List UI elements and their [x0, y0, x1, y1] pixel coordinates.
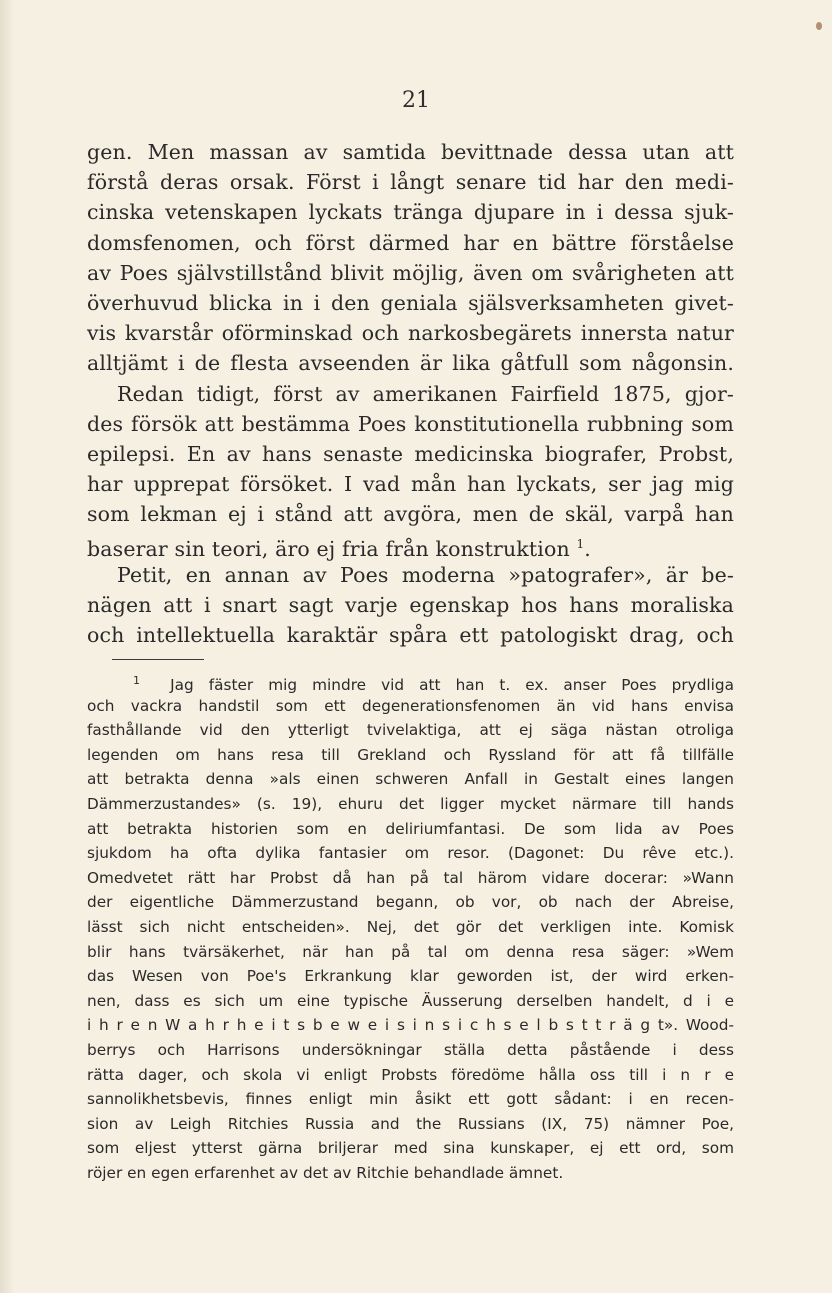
footnote-line: der eigentliche Dämmerzustand begann, ob vor, ob nach der Abreise, — [87, 893, 734, 912]
ink-spot — [816, 22, 822, 30]
footnote-line: i h r e n W a h r h e i t s b e w e i s i n s i c h s e l b s t t r ä g t». Wood- — [87, 1016, 734, 1035]
footnote-line: att betrakta denna »als einen schweren Anfall in Gestalt eines langen — [87, 770, 734, 789]
body-line: överhuvud blicka in i den geniala själsverksamheten givet- — [87, 290, 734, 315]
footnote-line: sion av Leigh Ritchies Russia and the Russians (IX, 75) nämner Poe, — [87, 1114, 734, 1133]
page-number: 21 — [402, 88, 430, 113]
footnote-reference[interactable]: 1 — [576, 537, 585, 552]
footnote-line: Omedvetet rätt har Probst då han på tal härom vidare docerar: »Wann — [87, 868, 734, 887]
footnote-line: sjukdom ha ofta dylika fantasier om resor. (Dagonet: Du rêve etc.). — [87, 844, 734, 863]
body-line: nägen att i snart sagt varje egenskap hos hans moraliska — [87, 592, 734, 617]
body-line: som lekman ej i stånd att avgöra, men de skäl, varpå han — [87, 502, 734, 527]
footnote-line: röjer en egen erfarenhet av det av Ritchie behandlade ämnet. — [87, 1163, 564, 1182]
body-line: gen. Men massan av samtida bevittnade dessa utan att — [87, 140, 734, 164]
body-line: domsfenomen, och först därmed har en bättre förståelse — [87, 230, 734, 255]
body-line: vis kvarstår oförminskad och narkosbegärets innersta natur — [87, 321, 734, 346]
body-line: och intellektuella karaktär spåra ett patologiskt drag, och — [87, 623, 734, 647]
body-line-with-footnote: baserar sin teori, äro ej fria från konstruktion $^1$. — [87, 537, 591, 562]
footnote-line: das Wesen von Poe's Erkrankung klar geworden ist, der wird erken- — [87, 967, 734, 986]
body-line: Petit, en annan av Poes moderna »patografer», är be- — [117, 562, 734, 587]
footnote-marker: 1 — [133, 674, 140, 687]
footnote-line: nen, dass es sich um eine typische Äusserung derselben handelt, d i e — [87, 991, 734, 1010]
footnote-line: blir hans tvärsäkerhet, när han på tal om denna resa säger: »Wem — [87, 942, 734, 961]
page-edge-shadow — [0, 0, 14, 1293]
body-line: alltjämt i de flesta avseenden är lika gåtfull som någonsin. — [87, 351, 734, 376]
footnote — [87, 669, 734, 1185]
body-line: har upprepat försöket. I vad mån han lyckats, ser jag mig — [87, 472, 734, 497]
footnote-line: lässt sich nicht entscheiden». Nej, det gör det verkligen inte. Komisk — [87, 917, 734, 936]
body-line: Redan tidigt, först av amerikanen Fairfield 1875, gjor- — [117, 381, 734, 406]
footnote-divider — [112, 659, 204, 660]
footnote-line: och vackra handstil som ett degenerationsfenomen än vid hans envisa — [87, 696, 734, 715]
footnote-line-first — [87, 669, 734, 694]
main-text — [87, 137, 734, 650]
body-line: förstå deras orsak. Först i långt senare tid har den medi- — [87, 170, 734, 195]
footnote-line: Dämmerzustandes» (s. 19), ehuru det ligger mycket närmare till hands — [87, 794, 734, 813]
body-line-text: baserar sin teori, äro ej fria från konstruktion — [87, 537, 570, 562]
body-line: cinska vetenskapen lyckats tränga djupare in i dessa sjuk- — [87, 200, 734, 225]
footnote-line: som eljest ytterst gärna briljerar med sina kunskaper, ej ett ord, som — [87, 1139, 734, 1158]
footnote-line: att betrakta historien som en deliriumfantasi. De som lida av Poes — [87, 819, 734, 838]
footnote-line: rätta dager, och skola vi enligt Probsts föredöme hålla oss till i n r e — [87, 1065, 734, 1084]
footnote-line: fasthållande vid den ytterligt tvivelaktiga, att ej säga nästan otroliga — [87, 721, 734, 740]
footnote-line: legenden om hans resa till Grekland och Ryssland för att få tillfälle — [87, 745, 734, 764]
body-line: epilepsi. En av hans senaste medicinska biografer, Probst, — [87, 441, 734, 466]
body-line: des försök att bestämma Poes konstitutionella rubbning som — [87, 411, 734, 436]
footnote-line: sannolikhetsbevis, finnes enligt min åsikt ett gott sådant: i en recen- — [87, 1090, 734, 1109]
body-line: av Poes självstillstånd blivit möjlig, även om svårigheten att — [87, 260, 734, 285]
footnote-line: berrys och Harrisons undersökningar ställa detta påstående i dess — [87, 1040, 734, 1059]
footnote-text: Jag fäster mig mindre vid att han t. ex. anser Poes prydliga — [170, 676, 735, 695]
